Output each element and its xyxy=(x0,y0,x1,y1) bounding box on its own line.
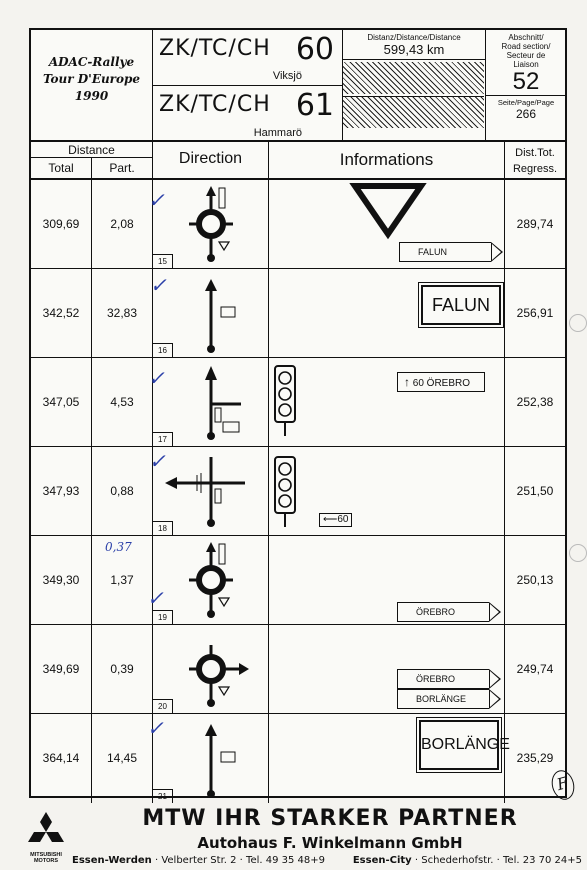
arrow-left-icon: ⟵ xyxy=(323,514,338,525)
rally-title xyxy=(31,30,153,142)
table-row xyxy=(31,625,565,714)
total-distance: 342,52 xyxy=(31,269,92,357)
direction-diagram xyxy=(153,447,269,535)
info-cell xyxy=(269,536,505,624)
logo-text: MOTORS xyxy=(33,858,59,864)
hatched-area xyxy=(343,96,484,128)
section-label-line: Secteur de xyxy=(506,51,546,60)
direction-sign: ÖREBRO xyxy=(397,669,489,689)
info-cell xyxy=(269,269,505,357)
check-mark: ✓ xyxy=(147,716,164,740)
direction-diagram xyxy=(153,180,269,268)
punch-hole xyxy=(569,544,587,562)
check-mark: ✓ xyxy=(149,449,166,473)
punch-hole xyxy=(569,314,587,332)
place-name-sign: BORLÄNGE xyxy=(419,720,499,770)
three-diamond-icon xyxy=(24,810,68,850)
sponsor-footer xyxy=(0,806,587,870)
partial-distance: 4,53 xyxy=(92,358,153,446)
regress-distance: 249,74 xyxy=(516,662,554,676)
rally-subtitle: Tour D'Europe xyxy=(42,72,141,86)
info-cell xyxy=(269,714,510,803)
section-label-line: Abschnitt/ xyxy=(508,33,544,42)
distance-label: Distanz/Distance/Distance xyxy=(367,33,461,42)
info-cell xyxy=(269,447,505,535)
regress-title-line: Dist.Tot. xyxy=(515,147,555,159)
sponsor-slogan: MTW IHR STARKER PARTNER xyxy=(142,806,518,831)
regress-distance: 289,74 xyxy=(516,217,554,231)
part-col-title: Part. xyxy=(109,161,135,175)
sign-text: 60 xyxy=(337,514,349,525)
partial-distance: 32,83 xyxy=(92,269,153,357)
total-distance: 309,69 xyxy=(31,180,92,268)
direction-diagram xyxy=(153,625,269,713)
table-row xyxy=(31,536,565,625)
total-distance: 347,05 xyxy=(31,358,92,446)
section-label-line: Road section/ xyxy=(501,42,551,51)
checkpoint-number: 61 xyxy=(295,88,334,123)
checkpoint-code: ZK/TC/CH xyxy=(159,92,271,117)
city-name: Essen-Werden xyxy=(72,855,152,866)
direction-col-title: Direction xyxy=(153,142,269,180)
row-number: 20 xyxy=(153,699,173,713)
roadbook-header xyxy=(31,30,565,142)
handwritten-note: 0,37 xyxy=(105,540,132,554)
total-distance: 364,14 xyxy=(31,714,92,803)
section-value: 52 xyxy=(486,69,566,96)
table-row xyxy=(31,447,565,536)
street-phone: · Schederhofstr. · Tel. 23 70 24+5 xyxy=(414,855,582,866)
distance-col-title: Distance xyxy=(31,142,152,158)
row-number: 19 xyxy=(153,610,173,624)
rally-year: 1990 xyxy=(74,89,109,103)
informations-col-title: Informations xyxy=(269,142,505,180)
partial-distance: 0,88 xyxy=(92,447,153,535)
check-mark: ✓ xyxy=(148,188,165,212)
direction-sign: BORLÄNGE xyxy=(397,689,489,709)
place-name-sign: FALUN xyxy=(421,285,501,325)
info-cell xyxy=(269,358,505,446)
distance-value: 599,43 km xyxy=(343,42,485,60)
regress-distance: 235,29 xyxy=(516,751,554,765)
total-distance: 349,69 xyxy=(31,625,92,713)
checkpoint-code: ZK/TC/CH xyxy=(159,36,271,61)
row-number: 21 xyxy=(153,789,173,803)
total-distance: 347,93 xyxy=(31,447,92,535)
table-row xyxy=(31,714,565,803)
page-label: Seite/Page/Page xyxy=(497,98,555,107)
page-value: 266 xyxy=(515,107,537,121)
row-number: 17 xyxy=(153,432,173,446)
direction-sign: FALUN xyxy=(399,242,491,262)
regress-distance: 256,91 xyxy=(516,306,554,320)
checkpoint-start xyxy=(153,30,343,86)
partial-distance: 2,08 xyxy=(92,180,153,268)
column-headers xyxy=(31,142,565,180)
arrow-up-icon: ↑ xyxy=(404,375,410,389)
section-label-line: Liaison xyxy=(513,60,539,69)
row-number: 16 xyxy=(153,343,173,357)
table-row xyxy=(31,180,565,269)
direction-sign xyxy=(397,372,485,392)
check-mark: ✓ xyxy=(150,273,167,297)
checkpoint-place: Hammarö xyxy=(253,127,302,139)
checkpoint-number: 60 xyxy=(295,32,334,67)
info-cell xyxy=(269,625,505,713)
row-number: 18 xyxy=(153,521,173,535)
direction-sign: ÖREBRO xyxy=(397,602,489,622)
total-col-title: Total xyxy=(31,158,92,178)
mitsubishi-logo xyxy=(24,810,68,866)
direction-diagram xyxy=(153,269,269,357)
regress-title-line: Regress. xyxy=(512,163,558,175)
regress-distance: 252,38 xyxy=(516,395,554,409)
total-distance: 349,30 xyxy=(31,536,92,624)
handwritten-initial: F xyxy=(548,768,577,803)
city-name: Essen-City xyxy=(352,855,412,866)
sign-text: 60 ÖREBRO xyxy=(412,378,471,389)
roadbook-rows xyxy=(31,180,565,803)
partial-distance: 0,39 xyxy=(92,625,153,713)
check-mark: ✓ xyxy=(148,366,165,390)
section-label xyxy=(486,30,566,69)
direction-diagram xyxy=(153,358,269,446)
traffic-light-icon xyxy=(269,447,505,536)
checkpoint-end xyxy=(153,86,343,142)
checkpoint-place: Viksjö xyxy=(272,70,302,82)
route-sign xyxy=(319,513,352,527)
row-number: 15 xyxy=(153,254,173,268)
info-cell xyxy=(269,180,505,268)
distance-header xyxy=(31,142,153,180)
address-line xyxy=(72,855,582,866)
table-row xyxy=(31,269,565,358)
street-phone: · Velberter Str. 2 · Tel. 49 35 48+9 xyxy=(154,855,325,866)
section-box xyxy=(486,30,566,142)
rally-name: ADAC-Rallye xyxy=(48,55,135,69)
check-mark: ✓ xyxy=(147,586,164,610)
table-row xyxy=(31,358,565,447)
hatched-area xyxy=(343,62,484,94)
partial-distance: 14,45 xyxy=(92,714,153,803)
distance-box xyxy=(343,30,486,142)
direction-diagram xyxy=(153,536,269,624)
logo-text: MITSUBISHI xyxy=(30,852,62,858)
regress-distance: 250,13 xyxy=(516,573,554,587)
roadbook-sheet xyxy=(29,28,567,801)
regress-col-title xyxy=(505,142,565,180)
regress-distance: 251,50 xyxy=(516,484,554,498)
address-right xyxy=(353,855,582,866)
direction-diagram xyxy=(153,714,269,803)
partial-distance: 1,37 xyxy=(92,536,153,624)
address-left xyxy=(72,855,325,866)
company-name: Autohaus F. Winkelmann GmbH xyxy=(197,834,463,852)
